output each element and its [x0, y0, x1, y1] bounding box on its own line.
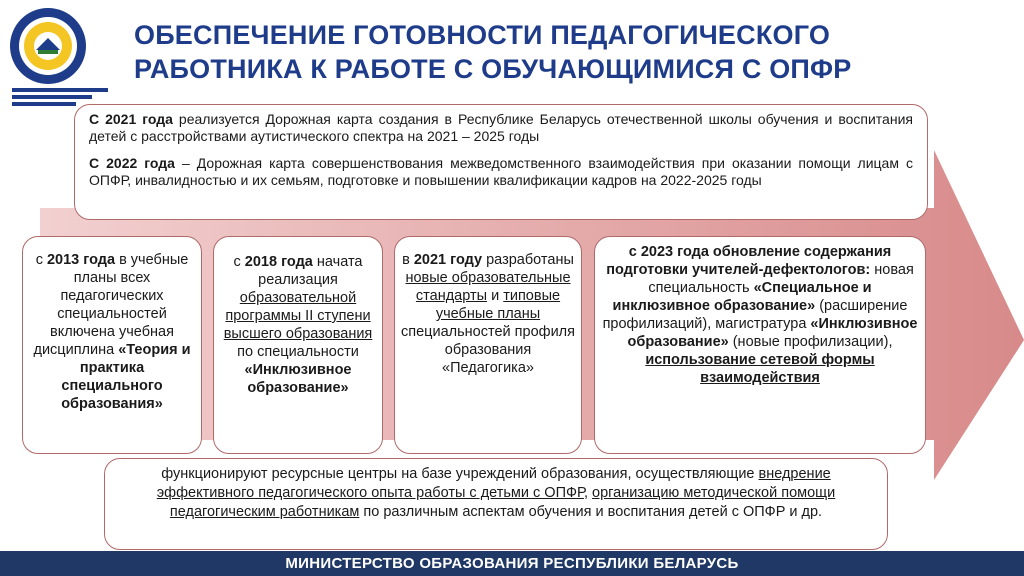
card2-text-3: по специальности	[237, 344, 359, 360]
card-2018	[213, 236, 383, 454]
bottom-text-1: функционируют ресурсные центры на базе учреждений образования, осуществляющие	[161, 466, 759, 482]
title-line-1: ОБЕСПЕЧЕНИЕ ГОТОВНОСТИ ПЕДАГОГИЧЕСКОГО	[134, 20, 831, 50]
card1-text-2: в учебные планы всех педагогических специальностей включена учебная дисциплина	[33, 252, 189, 358]
footer-ministry-banner: МИНИСТЕРСТВО ОБРАЗОВАНИЯ РЕСПУБЛИКИ БЕЛАРУСЬ	[0, 551, 1024, 576]
year-2021-label: С 2021 года	[89, 111, 173, 127]
resource-centers-box	[104, 458, 888, 550]
card2-text-1: с	[233, 254, 245, 270]
card-2021	[394, 236, 582, 454]
card4-heading: с 2023 года обновление содержания подготовки учителей-дефектологов:	[606, 244, 892, 278]
card-2023	[594, 236, 926, 454]
title-line-2: РАБОТНИКА К РАБОТЕ С ОБУЧАЮЩИМИСЯ С ОПФР	[134, 54, 852, 84]
bottom-experience: внедрение эффективного педагогического опыта работы с детьми с ОПФР	[156, 466, 831, 501]
bottom-methodical-help: организацию методической помощи педагогическим работникам	[169, 485, 836, 520]
roadmap-2021-text: реализуется Дорожная карта создания в Республике Беларусь отечественной школы обучения и воспитания детей с расстройствами аутистического спектра на 2021 – 2025 годы	[89, 111, 913, 144]
card3-text-2: разработаны	[482, 252, 574, 268]
card1-text-1: с	[35, 252, 47, 268]
card2-specialty: «Инклюзивное образование»	[244, 362, 352, 396]
roadmap-2021-paragraph	[89, 111, 913, 145]
card4-masters: «Инклюзивное образование»	[627, 316, 918, 350]
card2-year: 2018 года	[244, 254, 313, 270]
card1-discipline: «Теория и практика специального образования»	[61, 342, 191, 412]
card3-year: 2021 году	[413, 252, 483, 268]
card3-text-4: специальностей профиля образования «Педагогика»	[401, 324, 575, 376]
bottom-text-3: по различным аспектам обучения и воспитания детей с ОПФР и др.	[359, 504, 823, 520]
card2-program: образовательной программы II ступени высшего образования	[223, 290, 373, 342]
ministry-emblem-logo	[8, 6, 88, 86]
bottom-text-2: ,	[583, 485, 593, 501]
roadmap-2022-paragraph	[89, 155, 913, 189]
card3-plans: типовые учебные планы	[435, 288, 561, 322]
card1-year: 2013 года	[46, 252, 116, 268]
card4-specialty: «Специальное и инклюзивное образование»	[612, 280, 872, 314]
card3-text-1: в	[402, 252, 414, 268]
card-2013	[22, 236, 202, 454]
year-2022-label: С 2022 года	[89, 155, 175, 171]
card4-text-3: (новые профилизации),	[728, 334, 893, 350]
page-title	[134, 18, 994, 86]
card3-text-3: и	[487, 288, 504, 304]
roadmap-2022-text: – Дорожная карта совершенствования межведомственного взаимодействия при оказании помощи лицам с ОПФР, инвалидностью и их семьям, подготовке и повышении квалификации кадров на 2022-2025 годы	[89, 155, 913, 188]
card4-text-1: новая специальность	[648, 262, 914, 296]
card4-network: использование сетевой формы взаимодействия	[645, 352, 875, 386]
card4-text-2: (расширение профилизаций), магистратура	[602, 298, 908, 332]
card2-text-2: начата реализация	[258, 254, 363, 288]
top-roadmaps-box	[74, 104, 928, 220]
card3-standards: новые образовательные стандарты	[405, 270, 571, 304]
